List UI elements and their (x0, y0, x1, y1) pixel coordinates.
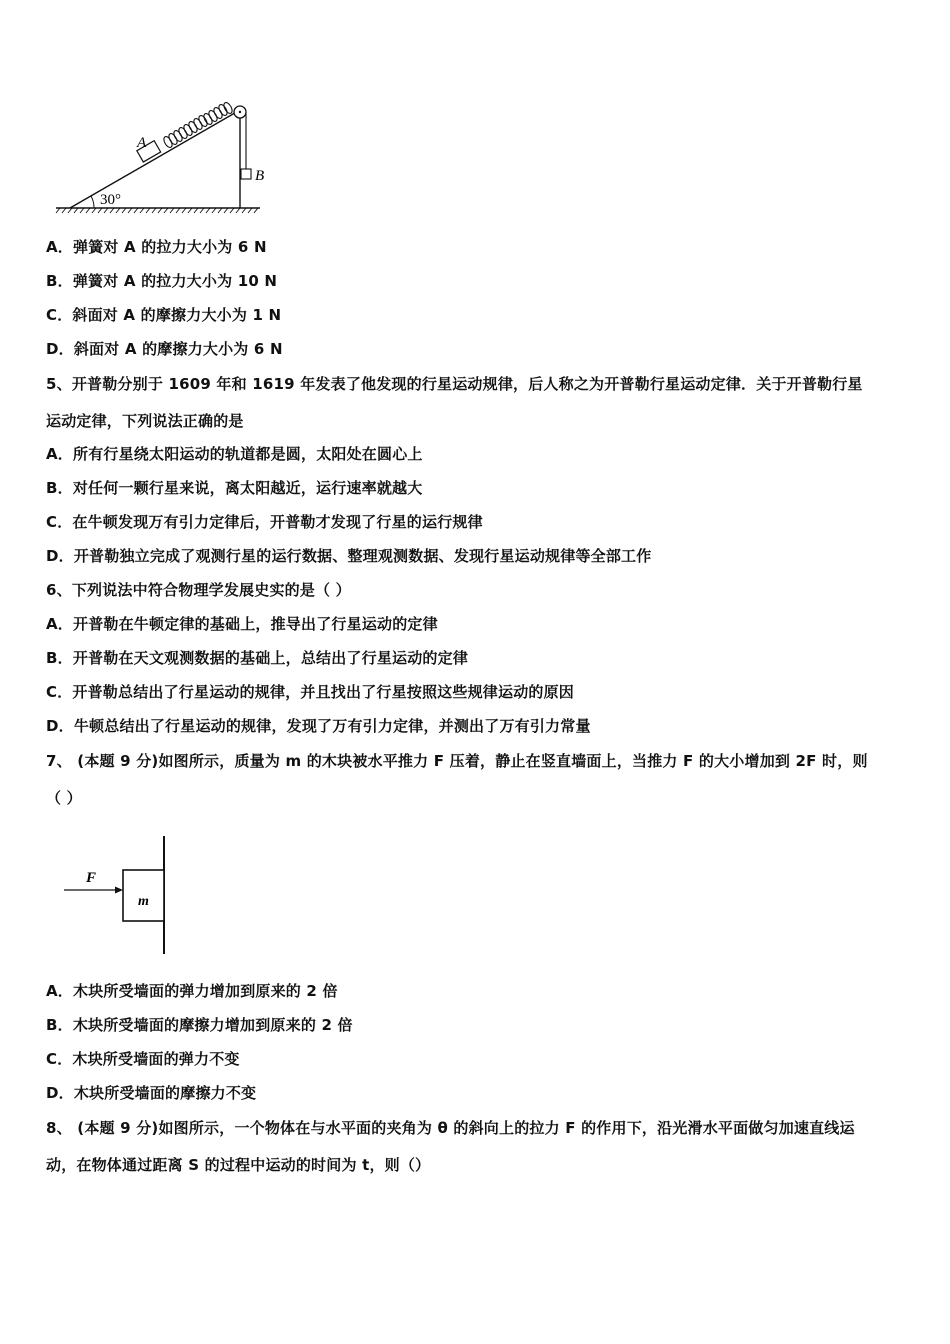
q6-option-a: A．开普勒在牛顿定律的基础上，推导出了行星运动的定律 (46, 615, 438, 633)
angle-arc (91, 196, 94, 208)
q4-option-b: B．弹簧对 A 的拉力大小为 10 N (46, 272, 278, 290)
q4-option-c: C．斜面对 A 的摩擦力大小为 1 N (46, 306, 282, 324)
q8-stem-line1: 8、 (本题 9 分)如图所示，一个物体在与水平面的夹角为 θ 的斜向上的拉力 F 的作用下，沿光滑水平面做匀加速直线运 (46, 1119, 855, 1137)
q6-option-c: C．开普勒总结出了行星运动的规律，并且找出了行星按照这些规律运动的原因 (46, 683, 575, 701)
ground-hatching (56, 208, 258, 213)
q6-stem: 6、下列说法中符合物理学发展史实的是（ ） (46, 581, 351, 599)
q8-stem-line2: 动，在物体通过距离 S 的过程中运动的时间为 t，则（） (46, 1156, 431, 1174)
q7-stem-line1: 7、 (本题 9 分)如图所示，质量为 m 的木块被水平推力 F 压着，静止在竖直墙面上，当推力 F 的大小增加到 2F 时，则 (46, 752, 868, 770)
q5-option-c: C．在牛顿发现万有引力定律后，开普勒才发现了行星的运行规律 (46, 513, 483, 531)
q4-option-a: A．弹簧对 A 的拉力大小为 6 N (46, 238, 267, 256)
block-b-label: B (255, 168, 265, 184)
incline-slope (70, 110, 240, 208)
q5-stem-line1: 5、开普勒分别于 1609 年和 1619 年发表了他发现的行星运动规律，后人称之为开普勒行星运动定律．关于开普勒行星 (46, 375, 863, 393)
q7-option-d: D．木块所受墙面的摩擦力不变 (46, 1084, 257, 1102)
block-b (241, 169, 251, 179)
q5-stem-line2: 运动定律，下列说法正确的是 (46, 412, 244, 430)
q7-option-a: A．木块所受墙面的弹力增加到原来的 2 倍 (46, 982, 338, 1000)
q7-option-b: B．木块所受墙面的摩擦力增加到原来的 2 倍 (46, 1016, 353, 1034)
block-m-label: m (138, 894, 149, 909)
force-label: F (86, 870, 97, 886)
q6-option-d: D．牛顿总结出了行星运动的规律，发现了万有引力定律，并测出了万有引力常量 (46, 717, 591, 735)
q5-option-d: D．开普勒独立完成了观测行星的运行数据、整理观测数据、发现行星运动规律等全部工作 (46, 547, 652, 565)
angle-label: 30° (100, 192, 121, 208)
block-wall-figure (60, 834, 180, 958)
q7-stem-line2: （ ） (46, 789, 82, 807)
force-arrowhead (115, 887, 123, 894)
block-a-label: A (137, 135, 147, 151)
spring (162, 101, 234, 149)
incline-spring-figure (50, 100, 270, 215)
q4-option-d: D．斜面对 A 的摩擦力大小为 6 N (46, 340, 283, 358)
q5-option-b: B．对任何一颗行星来说，离太阳越近，运行速率就越大 (46, 479, 423, 497)
q6-option-b: B．开普勒在天文观测数据的基础上，总结出了行星运动的定律 (46, 649, 469, 667)
q7-option-c: C．木块所受墙面的弹力不变 (46, 1050, 240, 1068)
q5-option-a: A．所有行星绕太阳运动的轨道都是圆，太阳处在圆心上 (46, 445, 423, 463)
